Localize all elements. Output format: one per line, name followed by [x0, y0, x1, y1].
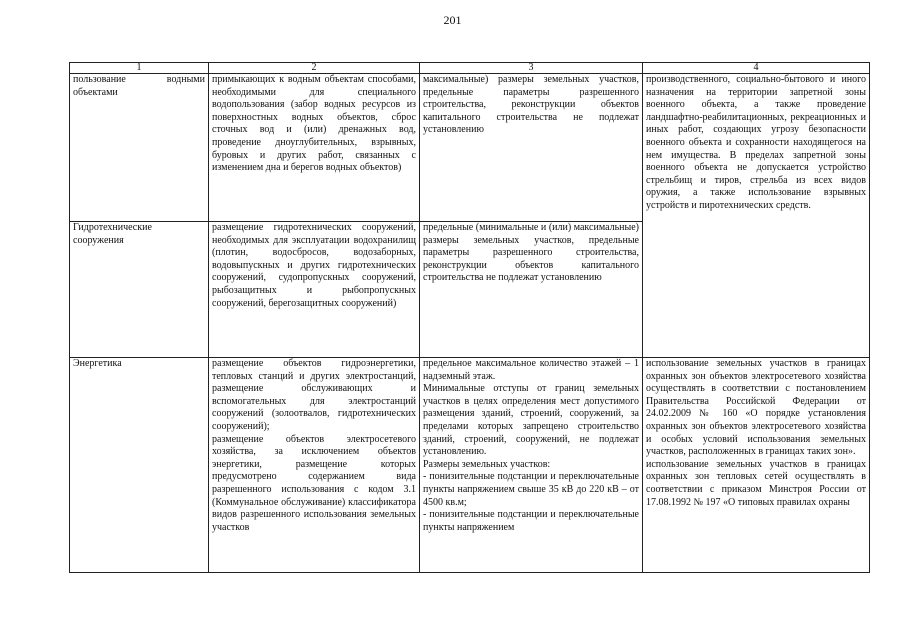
restrictions-text: использование земельных участков в границах охранных зон объектов электросетевого хозяйства осуществлять в соответствии с постановлением Правительства Российской Федерации от 24.02.2009 № 160 «О порядке установления охранных зон объектов электросетевого хозяйства и особых условий использования земельных участков, расположенных в границах таких зон».: [646, 358, 866, 458]
parameters-text: Минимальные отступы от границ земельных участков в целях определения мест допустимого размещения зданий, строений, сооружений, за пределами которых запрещено строительство зданий, строений, сооружений, не подлежат установлению.: [423, 383, 639, 458]
row-3-restrictions: [643, 358, 870, 573]
type-label: Гидротехнические сооружения: [73, 222, 152, 246]
type-label: пользование водными объектами: [73, 74, 205, 98]
column-header-1: 1: [70, 63, 209, 74]
column-header-4: 4: [643, 63, 870, 74]
row-1-restrictions: [643, 74, 870, 358]
parameters-text: Размеры земельных участков:: [423, 458, 551, 470]
column-header-3: 3: [420, 63, 643, 74]
description-text: размещение гидротехнических сооружений, необходимых для эксплуатации водохранилищ (плотин, водосбросов, водозаборных, водовыпускных и других гидротехнических сооружений, судопропускных сооружений, рыбозащитных и рыбопропускных сооружений, берегозащитных сооружений): [212, 222, 416, 309]
description-text: размещение объектов электросетевого хозяйства, за исключением объектов энергетики, размещение которых предусмотрено содержанием вида разрешенного использования с кодом 3.1 (Коммунальное обслуживание) классификатора видов разрешенного использования земельных участков: [212, 433, 416, 533]
description-text: примыкающих к водным объектам способами, необходимыми для специального водопользования (забор водных ресурсов из поверхностных водных объектов, сброс сточных вод и (или) дренажных вод, проведение дноуглубительных, взрывных, буровых и других работ, связанных с изменением дна и берегов водных объектов): [212, 74, 416, 174]
column-header-2: 2: [209, 63, 420, 74]
row-1-type: [70, 74, 209, 222]
table-header-row: [70, 63, 870, 74]
parameters-text: максимальные) размеры земельных участков, предельные параметры разрешенного строительства, реконструкции объектов капитального строительства не подлежат установлению: [423, 74, 639, 136]
table-row: [70, 358, 870, 573]
row-3-type: [70, 358, 209, 573]
parameters-text: предельное максимальное количество этажей – 1 надземный этаж.: [423, 358, 639, 382]
row-2-type: [70, 222, 209, 358]
page-number: 201: [443, 13, 462, 27]
type-label: Энергетика: [73, 358, 122, 369]
row-3-description: [209, 358, 420, 573]
parameters-text: - понизительные подстанции и переключательные пункты напряжением: [423, 509, 639, 533]
row-1-parameters: [420, 74, 643, 222]
table-row: [70, 74, 870, 222]
row-1-description: [209, 74, 420, 222]
row-2-description: [209, 222, 420, 358]
restrictions-text: производственного, социально-бытового и иного назначения на территории запретной зоны военного объекта, а также проведение ландшафтно-реабилитационных, рекреационных и иных работ, создающих угрозу безопасности военного объекта и сохранности находящегося на нем имущества. В пределах запретной зоны военного объекта не допускается устройство стрельбищ и тиров, стрельба из всех видов оружия, а также использование взрывных устройств и пиротехнических средств.: [646, 74, 866, 211]
restrictions-text: использование земельных участков в границах охранных зон тепловых сетей осуществлять в соответствии с приказом Минстроя России от 17.08.1992 № 197 «О типовых правилах охраны: [646, 458, 866, 508]
parameters-text: предельные (минимальные и (или) максимальные) размеры земельных участков, предельные параметры разрешенного строительства, реконструкции объектов капитального строительства не подлежат установлению: [423, 222, 639, 284]
row-3-parameters: [420, 358, 643, 573]
regulation-table: [69, 62, 870, 573]
parameters-text: - понизительные подстанции и переключательные пункты напряжением свыше 35 кВ до 220 кВ – от 4500 кв.м;: [423, 471, 639, 508]
description-text: размещение объектов гидроэнергетики, тепловых станций и других электростанций, размещение обслуживающих и вспомогательных для электростанций сооружений (золоотвалов, гидротехнических сооружений);: [212, 358, 416, 432]
row-2-parameters: [420, 222, 643, 358]
